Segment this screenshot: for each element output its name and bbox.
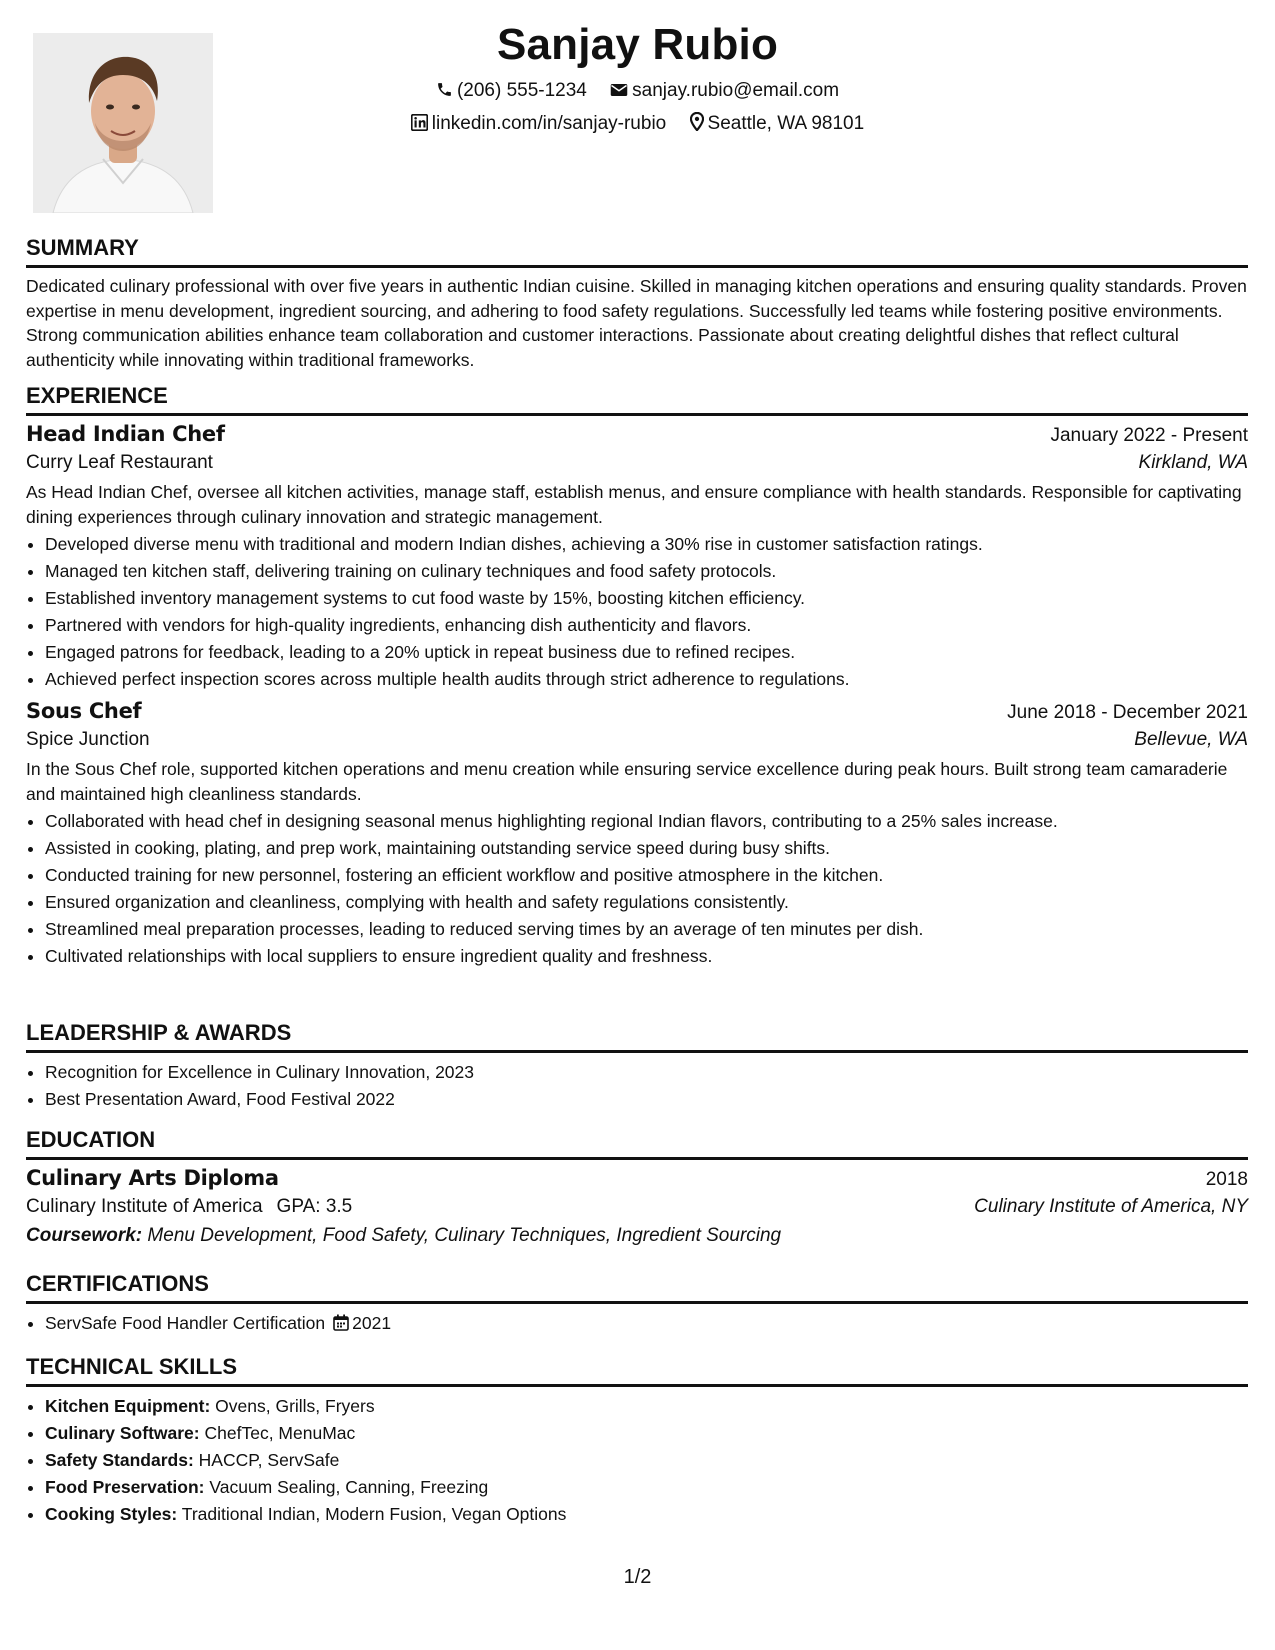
candidate-name: Sanjay Rubio	[496, 20, 779, 69]
summary-section	[26, 234, 1248, 372]
skills-list	[26, 1393, 1248, 1528]
skill-value: HACCP, ServSafe	[198, 1450, 340, 1470]
job-title: Head Indian Chef	[26, 422, 225, 446]
skill-value: ChefTec, MenuMac	[204, 1423, 356, 1443]
degree-title: Culinary Arts Diploma	[26, 1166, 279, 1190]
awards-list	[26, 1059, 1248, 1113]
job-entry	[26, 422, 1248, 693]
school-location: Culinary Institute of America, NY	[974, 1196, 1248, 1217]
phone-icon	[436, 81, 453, 98]
job-bullets	[26, 531, 1248, 693]
job-location: Kirkland, WA	[1138, 452, 1248, 473]
job-company: Curry Leaf Restaurant	[26, 452, 213, 473]
list-item: • Collaborated with head chef in designing seasonal menus highlighting regional Indian flavors, contributing to a 25% sales increase.	[45, 808, 1248, 835]
school-name: Culinary Institute of America	[26, 1196, 263, 1217]
job-title: Sous Chef	[26, 699, 142, 723]
map-pin-icon	[690, 112, 704, 131]
list-item: • Developed diverse menu with traditional and modern Indian dishes, achieving a 30% rise in customer satisfaction ratings.	[45, 531, 1248, 558]
contact-line-2	[0, 112, 1275, 135]
email-text: sanjay.rubio@email.com	[632, 80, 840, 101]
job-description: In the Sous Chef role, supported kitchen operations and menu creation while ensuring service excellence during peak hours. Built strong team camaraderie and maintained high cleanliness standards.	[26, 759, 1228, 804]
section-title-awards: LEADERSHIP & AWARDS	[26, 1019, 1248, 1053]
summary-text: Dedicated culinary professional with over five years in authentic Indian cuisine. Skilled in managing kitchen operations and ensuring quality standards. Proven expertise in menu development, ingredient sourcing, and adhering to food safety regulations. Successfully led teams while fostering positive environments. Strong communication abilities enhance team collaboration and customer interactions. Passionate about creating delightful dishes that reflect cultural authenticity while innovating within traditional frameworks.	[26, 276, 1247, 370]
skill-label: Food Preservation:	[45, 1477, 205, 1497]
skill-label: Cooking Styles:	[45, 1504, 178, 1524]
list-item: • Partnered with vendors for high-quality ingredients, enhancing dish authenticity and flavors.	[45, 612, 1248, 639]
list-item	[45, 1310, 1248, 1337]
gpa-text: GPA: 3.5	[276, 1196, 353, 1217]
skill-value: Vacuum Sealing, Canning, Freezing	[209, 1477, 489, 1497]
job-dates: June 2018 - December 2021	[1007, 702, 1248, 723]
coursework-text: Menu Development, Food Safety, Culinary Techniques, Ingredient Sourcing	[147, 1225, 782, 1246]
skill-value: Ovens, Grills, Fryers	[215, 1396, 375, 1416]
job-dates: January 2022 - Present	[1050, 425, 1248, 446]
list-item	[45, 1393, 1248, 1420]
skill-label: Kitchen Equipment:	[45, 1396, 211, 1416]
education-section	[26, 1126, 1248, 1247]
skill-label: Culinary Software:	[45, 1423, 200, 1443]
section-title-skills: TECHNICAL SKILLS	[26, 1353, 1248, 1387]
certification-name: ServSafe Food Handler Certification	[45, 1313, 326, 1333]
page-number: 1/2	[623, 1566, 652, 1588]
linkedin-contact[interactable]	[411, 113, 666, 135]
graduation-year: 2018	[1205, 1169, 1248, 1190]
list-item: • Best Presentation Award, Food Festival 2022	[45, 1086, 1248, 1113]
location-contact	[690, 112, 865, 135]
job-location: Bellevue, WA	[1134, 729, 1248, 750]
coursework-label: Coursework:	[26, 1225, 143, 1246]
job-bullets	[26, 808, 1248, 970]
job-entry	[26, 699, 1248, 970]
list-item: • Managed ten kitchen staff, delivering training on culinary techniques and food safety protocols.	[45, 558, 1248, 585]
phone-contact[interactable]	[436, 80, 587, 102]
list-item: • Conducted training for new personnel, fostering an efficient workflow and positive atmosphere in the kitchen.	[45, 862, 1248, 889]
list-item: • Ensured organization and cleanliness, complying with health and safety regulations consistently.	[45, 889, 1248, 916]
skill-label: Safety Standards:	[45, 1450, 194, 1470]
list-item: • Streamlined meal preparation processes, leading to reduced serving times by an average of ten minutes per dish.	[45, 916, 1248, 943]
skill-value: Traditional Indian, Modern Fusion, Vegan Options	[181, 1504, 567, 1524]
list-item: • Recognition for Excellence in Culinary Innovation, 2023	[45, 1059, 1248, 1086]
list-item	[45, 1474, 1248, 1501]
section-title-education: EDUCATION	[26, 1126, 1248, 1160]
list-item: • Achieved perfect inspection scores across multiple health audits through strict adherence to regulations.	[45, 666, 1248, 693]
certifications-section	[26, 1270, 1248, 1337]
job-company: Spice Junction	[26, 729, 150, 750]
experience-section	[26, 382, 1248, 970]
location-text: Seattle, WA 98101	[707, 113, 865, 134]
list-item	[45, 1501, 1248, 1528]
job-description: As Head Indian Chef, oversee all kitchen activities, manage staff, establish menus, and ensure compliance with health standards. Responsible for captivating dining experiences through culinary innovation and strategic management.	[26, 482, 1242, 527]
skills-section	[26, 1353, 1248, 1528]
linkedin-icon	[411, 114, 428, 131]
linkedin-text: linkedin.com/in/sanjay-rubio	[431, 113, 667, 134]
phone-text: (206) 555-1234	[456, 80, 587, 101]
section-title-certifications: CERTIFICATIONS	[26, 1270, 1248, 1304]
certifications-list	[26, 1310, 1248, 1337]
list-item: • Established inventory management systems to cut food waste by 15%, boosting kitchen efficiency.	[45, 585, 1248, 612]
list-item	[45, 1447, 1248, 1474]
section-title-summary: SUMMARY	[26, 234, 1248, 268]
list-item: • Engaged patrons for feedback, leading to a 20% uptick in repeat business due to refined recipes.	[45, 639, 1248, 666]
certification-year: 2021	[352, 1313, 392, 1333]
list-item	[45, 1420, 1248, 1447]
contact-line-1	[0, 80, 1275, 102]
coursework	[26, 1225, 1248, 1247]
list-item: • Cultivated relationships with local suppliers to ensure ingredient quality and freshness.	[45, 943, 1248, 970]
calendar-icon	[333, 1314, 349, 1331]
awards-section	[26, 1019, 1248, 1113]
list-item: • Assisted in cooking, plating, and prep work, maintaining outstanding service speed during busy shifts.	[45, 835, 1248, 862]
email-contact[interactable]	[610, 80, 839, 102]
envelope-icon	[610, 82, 628, 98]
section-title-experience: EXPERIENCE	[26, 382, 1248, 416]
